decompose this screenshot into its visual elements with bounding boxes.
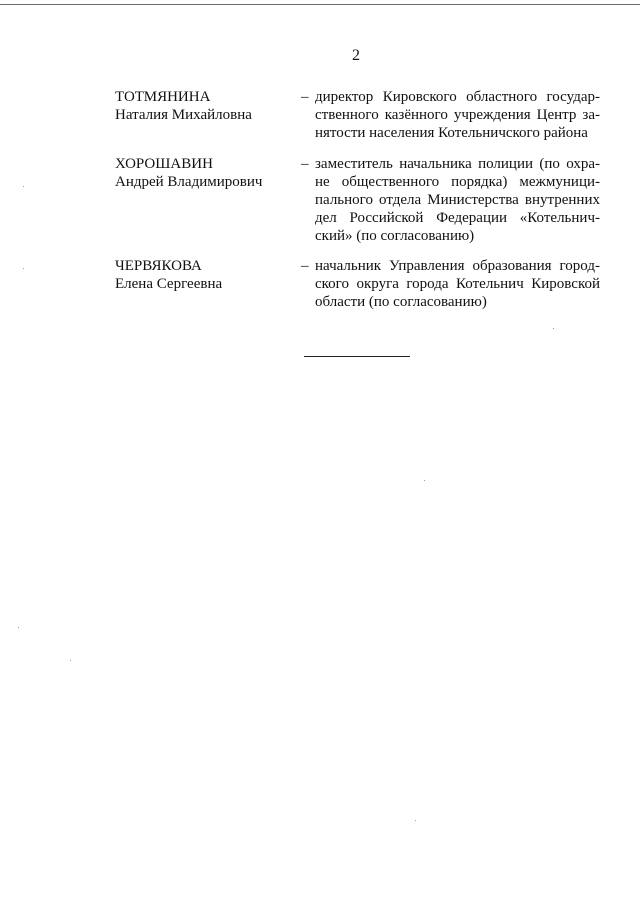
member-role [315, 155, 600, 245]
role-line: нятости населения Котельничского района [315, 125, 588, 141]
role-line: не общественного порядка) межмуници- [315, 174, 600, 190]
closing-rule [304, 356, 410, 357]
role-line: директор Кировского областного государ- [315, 89, 600, 105]
scan-speck [70, 660, 71, 661]
entry-dash: – [301, 258, 309, 274]
member-given-names: Андрей Владимирович [115, 174, 263, 190]
member-name [115, 155, 295, 191]
role-line: пального отдела Министерства внутренних [315, 192, 600, 208]
role-line: дел Российской Федерации «Котельнич- [315, 210, 600, 226]
member-role [315, 88, 600, 142]
member-surname: ЧЕРВЯКОВА [115, 258, 202, 274]
entry-dash: – [301, 156, 309, 172]
member-role [315, 257, 600, 311]
scan-speck [23, 186, 24, 187]
scan-speck [424, 480, 425, 481]
member-given-names: Елена Сергеевна [115, 276, 223, 292]
top-scan-edge-line [0, 4, 640, 5]
member-given-names: Наталия Михайловна [115, 107, 252, 123]
scan-speck [18, 627, 19, 628]
role-line: заместитель начальника полиции (по охра- [315, 156, 600, 172]
role-line: ского округа города Котельнич Кировской [315, 276, 600, 292]
scan-speck [23, 268, 24, 269]
role-line: ский» (по согласованию) [315, 228, 475, 244]
page-number: 2 [352, 47, 360, 64]
role-line: ственного казённого учреждения Центр за- [315, 107, 600, 123]
entry-dash: – [301, 89, 309, 105]
scan-speck [415, 820, 416, 821]
role-line: начальник Управления образования город- [315, 258, 600, 274]
member-name [115, 88, 295, 124]
member-surname: ХОРОШАВИН [115, 156, 213, 172]
member-surname: ТОТМЯНИНА [115, 89, 211, 105]
scan-speck [553, 328, 554, 329]
member-name [115, 257, 295, 293]
role-line: области (по согласованию) [315, 294, 487, 310]
